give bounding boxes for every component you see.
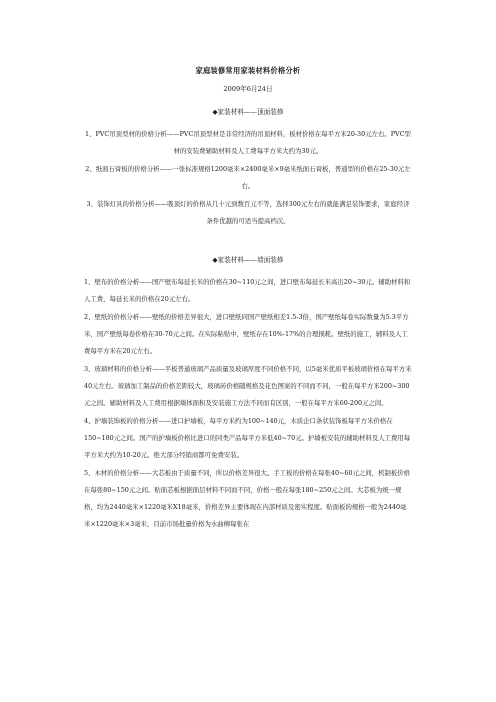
paragraph: 2、纸面石膏板的价格分析——一张标准规格1200毫米×2400毫米×9毫米纸面石膏板，普通型的价格在25-30元左右。 — [85, 165, 411, 190]
document-title: 家庭装修常用家装材料价格分析 — [195, 66, 301, 75]
paragraph: 3、装饰灯具的价格分析——吸顶灯的价格从几十元到数百元不等，选择300元左右的就能满足装饰要求，家庭经济条件优越的可适当提高档次。 — [86, 200, 410, 225]
paragraph: 2、壁纸的价格分析——壁纸的价格差异很大，进口壁纸同国产壁纸相差1.5-3倍，国产壁纸每卷实际数量为5.3平方米，国产壁纸每卷价格在30-70元之间。在实际粘贴中，壁纸存在10%-17%的合理损耗。壁纸的施工，辅料及人工费每平方米在20元左右。 — [84, 313, 409, 355]
paragraph: 1、壁布的价格分析——国产壁布每延长米的价格在30~110元之间，进口壁布每延长米高出20~30元。辅助材料和人工费，每延长米的价格在20元左右。 — [84, 278, 411, 303]
paragraph: 3、玻璃材料的价格分析——平板普通玻璃产品质量及玻璃厚度不同价格不同，以5毫米优质平板玻璃价格在每平方米40元左右。玻璃加工制品的价格差距较大，玻璃砖价格随规格及花色图案的不同而不同，一般在每平方米200~300元之间。辅助材料及人工费用根据墙体面积及安装施工方法不同而有区别，一般在每平方米60-200元之间。 — [84, 365, 412, 407]
paragraph: 1、PVC吊顶型材的价格分析——PVC吊顶型材是非常经济的吊顶材料，板材价格在每平方米20-30元左右。PVC型材的安装费辅助材料及人工费每平方米大约为30元。 — [85, 130, 411, 155]
section-heading-wall: ◆家装材料——墙面装修 — [212, 256, 284, 264]
document-date: 2009年6月24日 — [223, 85, 273, 93]
paragraph: 4、护墙装饰板的价格分析——进口护墙板，每平方米约为100~140元，木质企口条状装饰板每平方米价格在150~180元之间。国产的护墙板价格比进口的同类产品每平方米低40~70元。护墙板安装的辅助材料及人工费用每平方米大约为10-20元。绝大部分经销商都可免费安装。 — [84, 417, 411, 459]
section-heading-ceiling: ◆家装材料——顶面装修 — [212, 108, 284, 116]
paragraph: 5、木材的价格分析——大芯板由于质量不同，所以价格差异很大。手工板的价格在每张40~60元之间，机制板价格在每张80~150元之间。贴面芯板根据面层材料不同而不同，价格一般在每张180~250元之间。大芯板为统一规格，均为2440毫米×1220毫米X18毫米，价格差异主要体现在内部材质及密实程度。贴面板的规格一般为2440毫米×1220毫米×3毫米，目前市场批量价格为水曲柳每张在 — [84, 469, 411, 528]
